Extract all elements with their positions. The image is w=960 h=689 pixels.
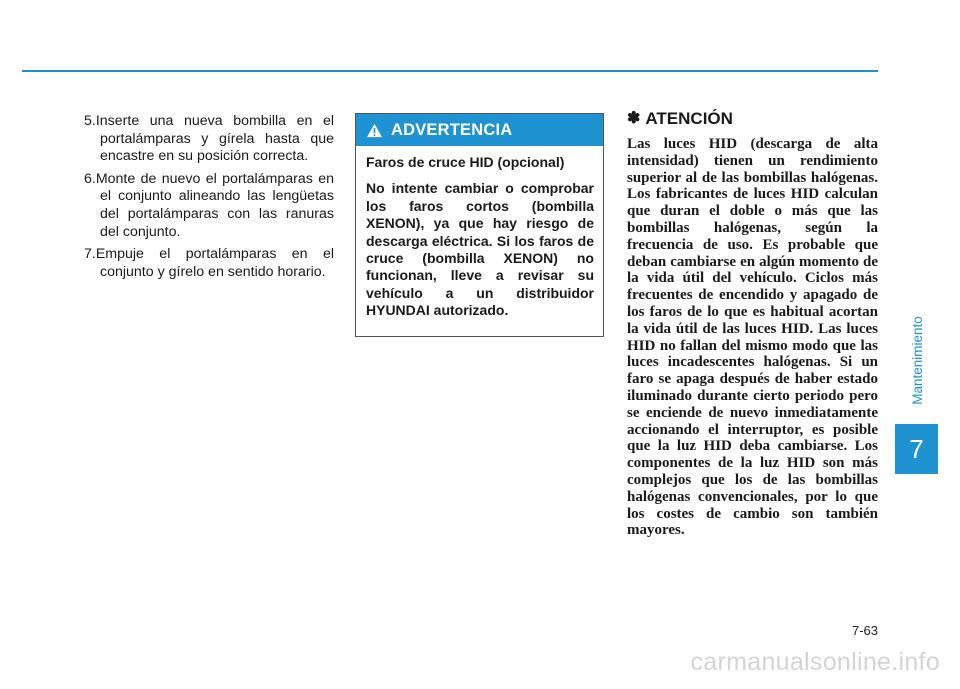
attention-text: Las luces HID (descarga de alta intensidad) tienen un rendimiento superior al de las bombillas halógenas. Los fabricantes de luces HID calculan que duran el doble o más que las bombillas halógenas, según la frecuencia de uso. Es probable que deban cambiarse en algún momento de la vida útil del vehículo. Ciclos más frecuentes de encendido y apagado de los faros de lo que es habitual acortan la vida útil de las luces HID. Las luces HID no fallan del mismo modo que las luces incadescentes halógenas. Si un faro se apaga después de haber estado iluminado durante cierto periodo pero se enciende de nuevo inmediatamente accionando el interruptor, es posible que la luz HID deba cambiarse. Los componentes de la luz HID son más complejos que los de las bombillas halógenas convencionales, por lo que los costes de cambio son también mayores. bbox=[627, 136, 878, 539]
section-label: Mantenimiento bbox=[909, 315, 925, 405]
warning-title: ADVERTENCIA bbox=[391, 120, 513, 139]
attention-section bbox=[627, 108, 878, 539]
step-5: 5.Inserte una nueva bombilla en el portalámparas y gírela hasta que encastre en su posición correcta. bbox=[84, 113, 334, 165]
instruction-steps bbox=[84, 113, 334, 286]
attention-star-icon: ✽ bbox=[627, 110, 641, 127]
attention-title: ATENCIÓN bbox=[645, 109, 733, 128]
chapter-number: 7 bbox=[909, 433, 924, 464]
warning-text: No intente cambiar o comprobar los faros cortos (bombilla XENON), ya que hay riesgo de descarga eléctrica. Si los faros de cruce (bombilla XENON) no funcionan, lleve a revisar su vehículo a un distribuidor HYUNDAI autorizado. bbox=[366, 180, 594, 319]
watermark: carmanualsonline.info bbox=[690, 648, 940, 676]
step-6: 6.Monte de nuevo el portalámparas en el conjunto alineando las lengüetas del portalámparas con las ranuras del conjunto. bbox=[84, 170, 334, 240]
page-number: 7-63 bbox=[851, 623, 878, 638]
warning-header bbox=[356, 114, 603, 146]
attention-heading bbox=[627, 108, 878, 130]
step-7: 7.Empuje el portalámparas en el conjunto y gírelo en sentido horario. bbox=[84, 246, 334, 280]
warning-box bbox=[355, 113, 604, 337]
chapter-tab bbox=[895, 424, 938, 474]
warning-triangle-icon bbox=[366, 123, 383, 138]
header-rule bbox=[22, 70, 878, 72]
warning-subtitle: Faros de cruce HID (opcional) bbox=[366, 154, 565, 170]
